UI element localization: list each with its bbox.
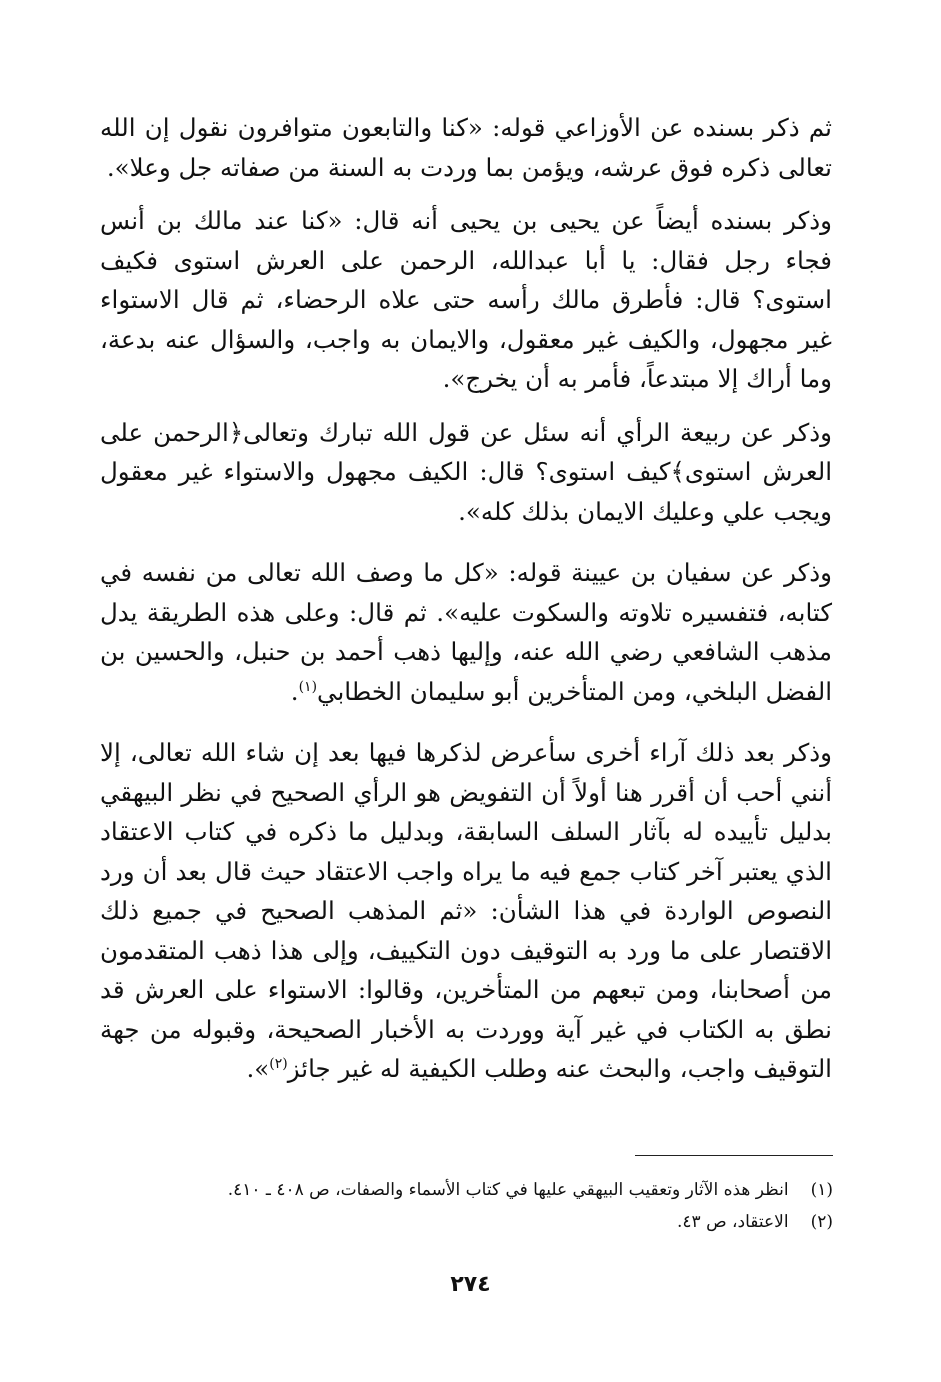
- footnote-1-number: (١): [810, 1180, 833, 1200]
- footnote-divider: [635, 1155, 833, 1156]
- paragraph-bayhaqi-end: ».: [246, 1054, 270, 1083]
- paragraph-malik: وذكر بسنده أيضاً عن يحيى بن يحيى أنه قال: «كنا عند مالك بن أنس فجاء رجل فقال: يا أبا عبدالله، الرحمن على العرش استوى فكيف استوى؟ قال: فأطرق مالك رأسه حتى علاه الرحضاء، ثم قال الاستواء غير مجهول، والكيف غير معقول، والايمان به واجب، والسؤال عنه بدعة، وما أراك إلا مبتدعاً، فأمر به أن يخرج».: [100, 206, 832, 393]
- paragraph-sufyan-text: وذكر عن سفيان بن عيينة قوله: «كل ما وصف الله تعالى من نفسه في كتابه، فتفسيره تلاوته والسكوت عليه». ثم قال: وعلى هذه الطريقة يدل مذهب الشافعي رضي الله عنه، وإليها ذهب أحمد بن حنبل، والحسين بن الفضل البلخي، ومن المتأخرين أبو سليمان الخطابي: [100, 558, 832, 706]
- footnote-ref-2: (٢): [269, 1055, 288, 1072]
- paragraph-rabia: وذكر عن ربيعة الرأي أنه سئل عن قول الله تبارك وتعالى﴿الرحمن على العرش استوى﴾كيف استوى؟ قال: الكيف مجهول والاستواء غير معقول ويجب علي وعليك الايمان بذلك كله».: [100, 417, 832, 526]
- footnote-1: [153, 1174, 833, 1206]
- paragraph-bayhaqi: [100, 733, 832, 1089]
- footnote-1-text: انظر هذه الآثار وتعقيب البيهقي عليها في كتاب الأسماء والصفات، ص ٤٠٨ ـ ٤١٠.: [227, 1180, 789, 1200]
- paragraph-sufyan-end: .: [290, 676, 299, 706]
- main-text: [100, 108, 832, 1089]
- footnotes: [153, 1174, 833, 1238]
- footnote-ref-1: (١): [298, 678, 318, 695]
- footnote-2-text: الاعتقاد، ص ٤٣.: [677, 1212, 789, 1232]
- paragraph-awzai: ثم ذكر بسنده عن الأوزاعي قوله: «كنا والتابعون متوافرون نقول إن الله تعالى ذكره فوق عرشه، ويؤمن بما وردت به السنة من صفاته جل وعلا».: [100, 113, 832, 182]
- paragraph-bayhaqi-text: وذكر بعد ذلك آراء أخرى سأعرض لذكرها فيها بعد إن شاء الله تعالى، إلا أنني أحب أن أقرر هنا أولاً أن التفويض هو الرأي الصحيح في نظر البيهقي بدليل تأييده له بآثار السلف السابقة، وبدليل ما ذكره في كتاب الاعتقاد الذي يعتبر آخر كتاب جمع فيه ما يراه واجب الاعتقاد حيث قال بعد أن ورد النصوص الواردة في هذا الشأن: «ثم المذهب الصحيح في جميع ذلك الاقتصار على ما ورد به التوقيف دون التكييف، وإلى هذا ذهب المتقدمون من أصحابنا، ومن تبعهم من المتأخرين، وقالوا: الاستواء على العرش قد نطق به الكتاب في غير آية ووردت به الأخبار الصحيحة، وقبوله من جهة التوقيف واجب، والبحث عنه وطلب الكيفية له غير جائز: [100, 738, 832, 1083]
- paragraph-sufyan: [100, 553, 832, 711]
- page-number: ٢٧٤: [450, 1272, 491, 1297]
- footnote-2-number: (٢): [810, 1212, 833, 1232]
- footnote-2: [153, 1206, 833, 1238]
